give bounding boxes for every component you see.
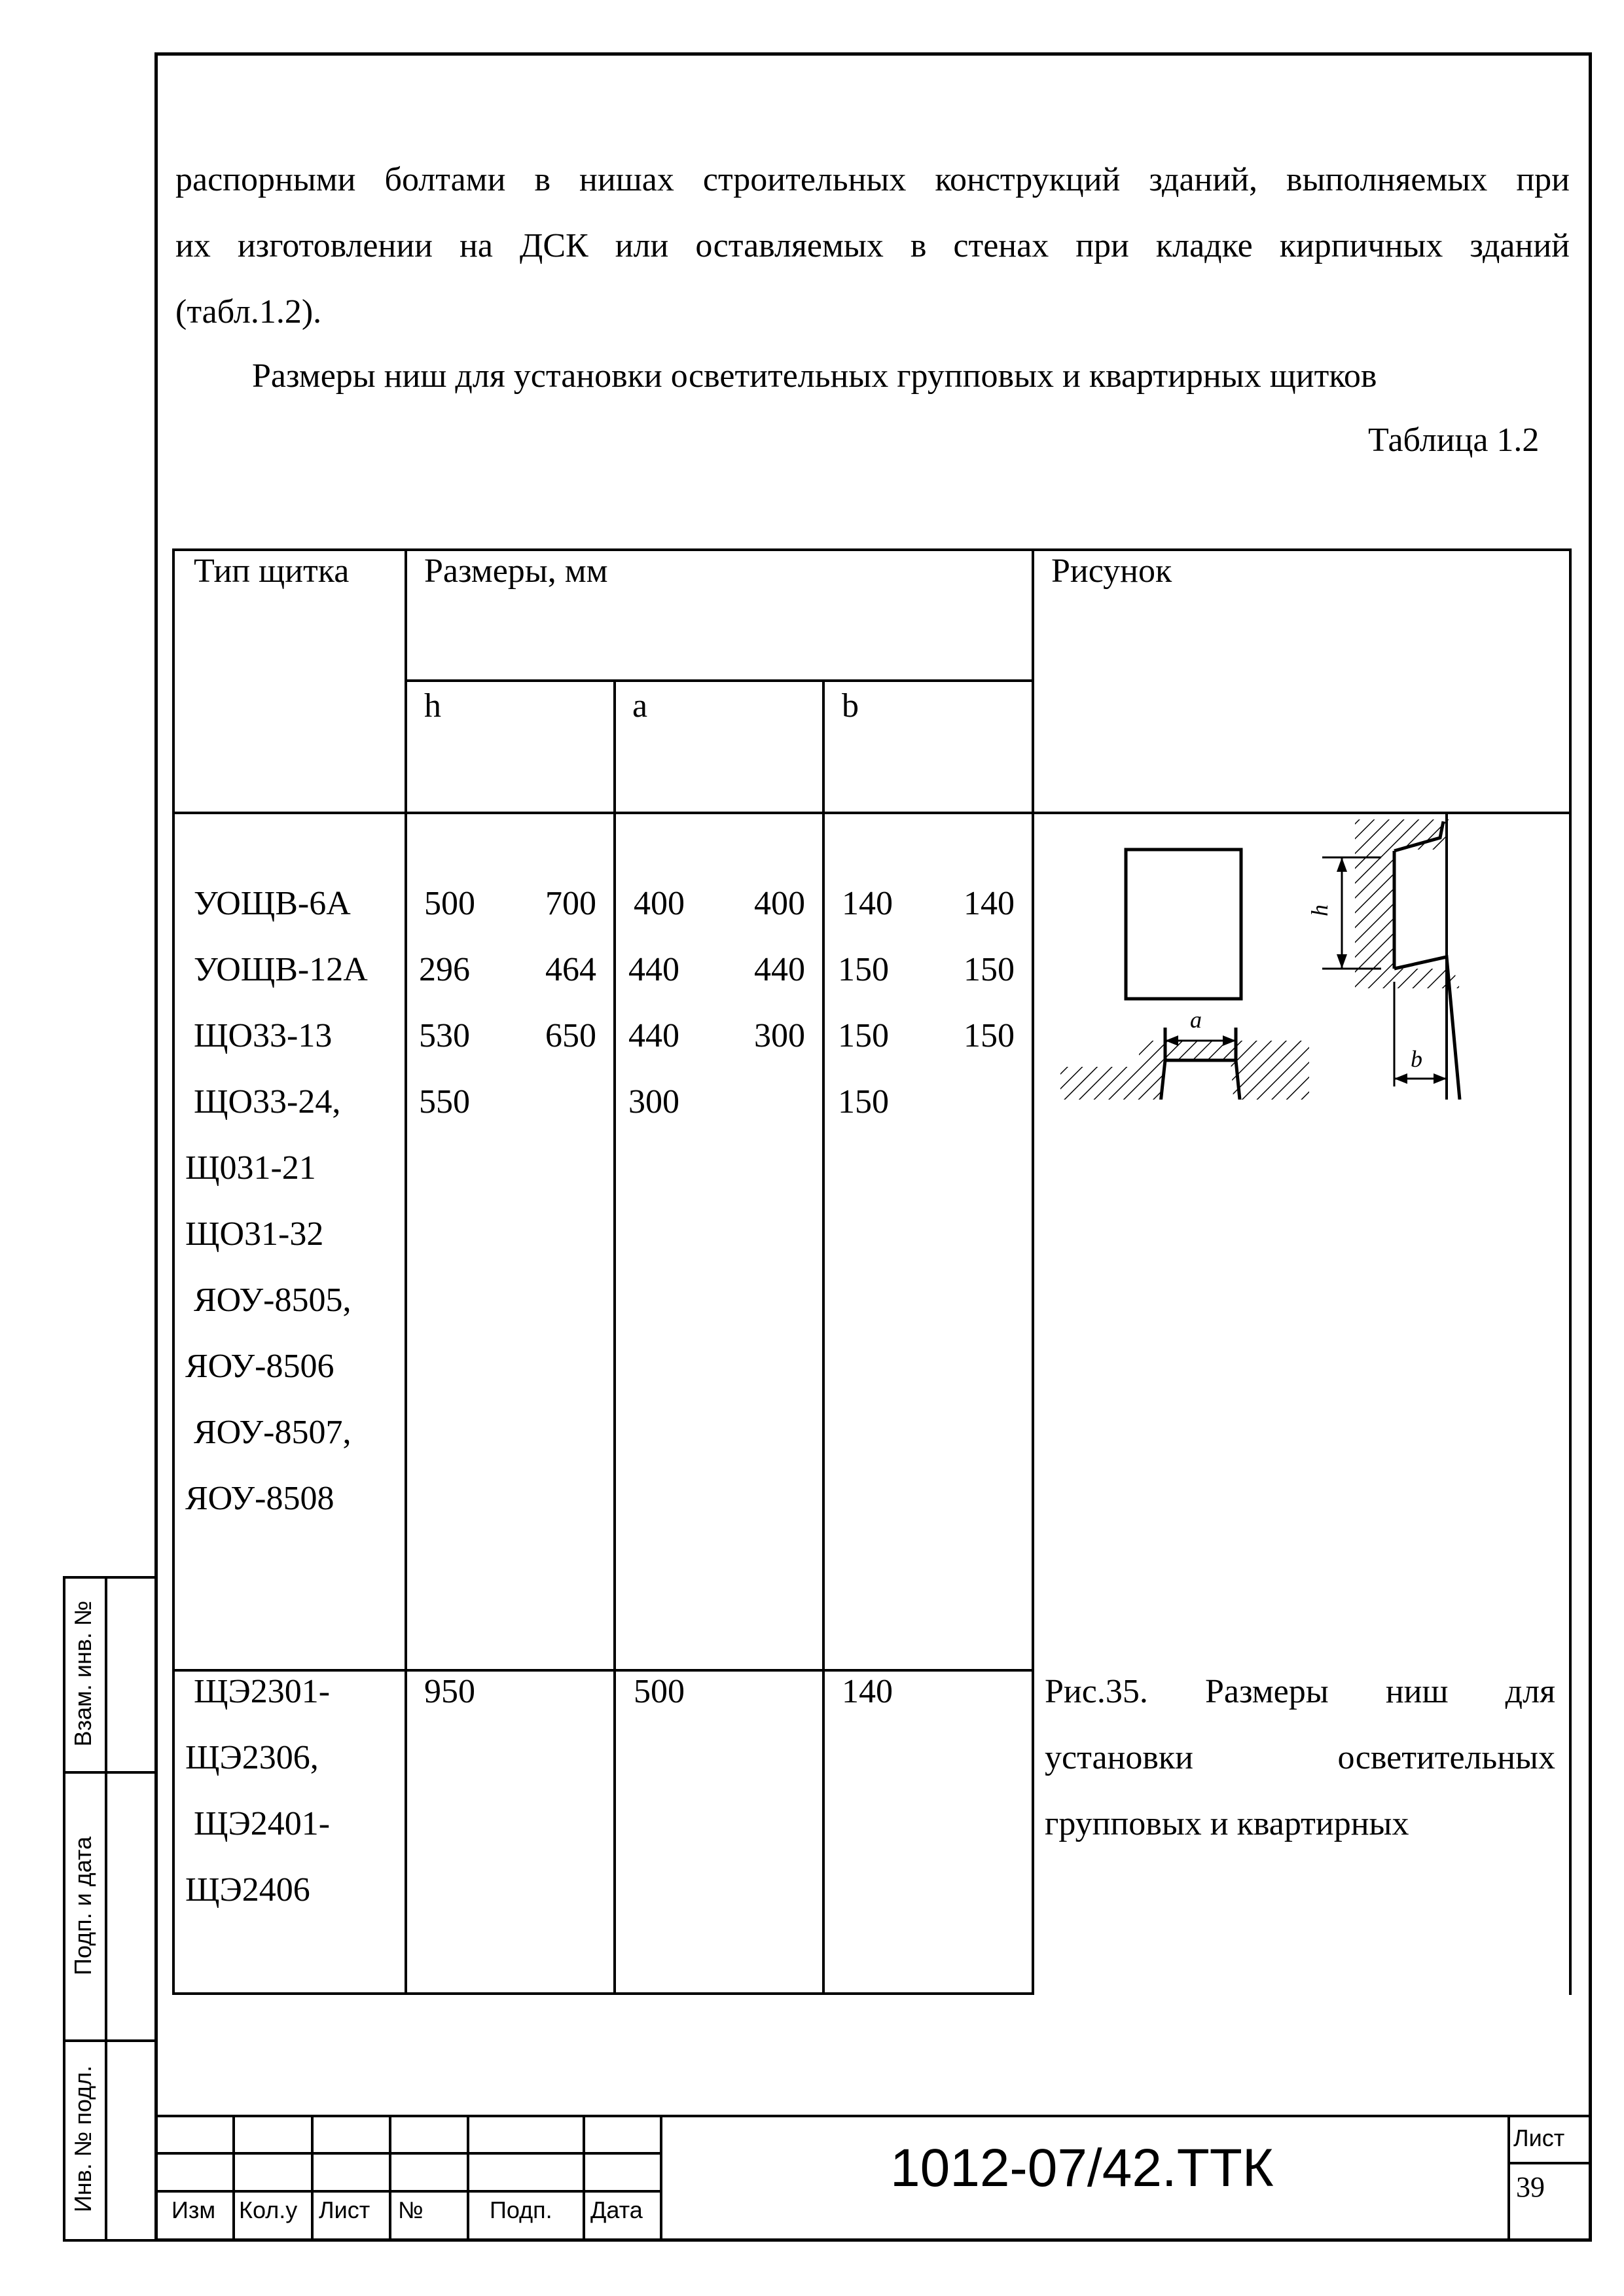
table-border-left: [172, 548, 175, 1995]
stamp-line: [63, 1771, 154, 1774]
h-value: 296: [419, 951, 470, 988]
header-type: Тип щитка: [194, 552, 350, 590]
wall-hatch-left: [1355, 850, 1394, 969]
stamp-border-mid: [105, 1576, 107, 2242]
h-value: 950: [424, 1673, 475, 1710]
type-item: ЩЭ2401-: [194, 1805, 331, 1842]
header-sizes: Размеры, мм: [424, 552, 608, 590]
wall-hatch-top: [1355, 819, 1453, 850]
type-item: ЯОУ-8508: [185, 1480, 334, 1517]
table-header-divider: [406, 679, 1034, 682]
table-caption: Размеры ниш для установки осветительных групповых и квартирных щитков: [252, 357, 1377, 395]
type-item: ЯОУ-8507,: [194, 1414, 352, 1451]
b-value: 150: [838, 1083, 889, 1121]
title-block-row: [154, 2152, 662, 2155]
sheet-label-divider: [1510, 2162, 1592, 2164]
table-col-line-2: [613, 679, 616, 1995]
plan-hatch-right: [1231, 1041, 1309, 1100]
col-list: Лист: [319, 2197, 370, 2223]
dim-label-h: h: [1307, 905, 1333, 916]
header-figure: Рисунок: [1051, 552, 1172, 590]
stamp-vzam-inv: Взам. инв. №: [69, 1600, 96, 1747]
niche-dimensions-figure: [1041, 812, 1564, 1100]
title-col-line: [232, 2115, 235, 2242]
body-line-3: (табл.1.2).: [175, 293, 322, 331]
a-value: 400: [634, 885, 685, 922]
title-col-line: [389, 2115, 391, 2242]
table-number: Таблица 1.2: [1368, 422, 1540, 459]
title-col-line: [583, 2115, 585, 2242]
title-col-line: [467, 2115, 469, 2242]
sheet-number: 39: [1516, 2171, 1545, 2203]
a-value: 440: [628, 1017, 679, 1054]
col-podp: Подп.: [490, 2197, 552, 2223]
type-item: ЩО33-13: [194, 1017, 333, 1054]
title-block-top: [154, 2115, 1592, 2117]
a-value: 300: [628, 1083, 679, 1121]
body-line-2: их изготовлении на ДСК или оставляемых в стенах при кладке кирпичных зданий: [175, 227, 1570, 264]
type-item: ЩО33-24,: [194, 1083, 341, 1121]
b-value: 140: [842, 1673, 893, 1710]
b-value: 140: [842, 885, 893, 922]
table-col-line-1: [405, 548, 407, 1995]
col-number: №: [398, 2197, 424, 2223]
figure-caption-line-3: групповых и квартирных: [1045, 1805, 1409, 1842]
header-h: h: [424, 687, 441, 725]
table-col-line-4: [1032, 548, 1034, 1995]
h-value: 464: [545, 951, 596, 988]
col-data: Дата: [590, 2197, 643, 2223]
stamp-line: [63, 1576, 154, 1579]
stamp-border-left: [63, 1576, 65, 2242]
title-block-row: [154, 2190, 662, 2193]
document-code: 1012-07/42.ТТК: [890, 2138, 1274, 2198]
plan-hatch-left: [1060, 1041, 1165, 1100]
h-value: 530: [419, 1017, 470, 1054]
b-value: 150: [838, 1017, 889, 1054]
a-value: 300: [754, 1017, 805, 1054]
type-item: ЯОУ-8505,: [194, 1282, 352, 1319]
title-col-line: [311, 2115, 314, 2242]
stamp-line: [63, 2039, 154, 2042]
a-value: 400: [754, 885, 805, 922]
dim-label-b: b: [1411, 1046, 1422, 1072]
table-border-bottom: [172, 1992, 1034, 1995]
header-a: a: [632, 687, 648, 725]
figure-caption-line-2: установки осветительных: [1045, 1739, 1555, 1776]
type-item: Щ031-21: [185, 1149, 316, 1187]
col-izm: Изм: [171, 2197, 216, 2223]
type-item: ЩО31-32: [185, 1215, 324, 1253]
table-border-top: [172, 548, 1572, 551]
stamp-podp-data: Подп. и дата: [69, 1836, 96, 1976]
stamp-inv-podl: Инв. № подл.: [69, 2065, 96, 2213]
type-item: ЩЭ2306,: [185, 1739, 319, 1776]
b-value: 150: [964, 1017, 1015, 1054]
sheet-label: Лист: [1513, 2125, 1565, 2151]
h-value: 650: [545, 1017, 596, 1054]
type-item: ЩЭ2406: [185, 1871, 310, 1909]
stamp-line: [63, 2239, 154, 2242]
type-item: УОЩВ-6А: [194, 885, 351, 922]
h-value: 700: [545, 885, 596, 922]
table-col-line-3: [822, 679, 825, 1995]
body-line-1: распорными болтами в нишах строительных конструкций зданий, выполняемых при: [175, 161, 1570, 198]
title-col-line: [660, 2115, 662, 2242]
panel-front-view: [1126, 850, 1241, 999]
table-border-right: [1569, 548, 1572, 1995]
h-value: 550: [419, 1083, 470, 1121]
a-value: 440: [628, 951, 679, 988]
dim-label-a: a: [1190, 1007, 1202, 1033]
a-value: 440: [754, 951, 805, 988]
b-value: 150: [838, 951, 889, 988]
wall-hatch-bottom: [1355, 969, 1460, 988]
b-value: 140: [964, 885, 1015, 922]
h-value: 500: [424, 885, 475, 922]
a-value: 500: [634, 1673, 685, 1710]
type-item: ЩЭ2301-: [194, 1673, 331, 1710]
col-kol-uch: Кол.у: [239, 2197, 298, 2223]
type-item: УОЩВ-12А: [194, 951, 368, 988]
figure-caption-line-1: Рис.35. Размеры ниш для: [1045, 1673, 1555, 1710]
type-item: ЯОУ-8506: [185, 1348, 334, 1385]
b-value: 150: [964, 951, 1015, 988]
title-col-line: [1507, 2115, 1510, 2242]
header-b: b: [842, 687, 859, 725]
